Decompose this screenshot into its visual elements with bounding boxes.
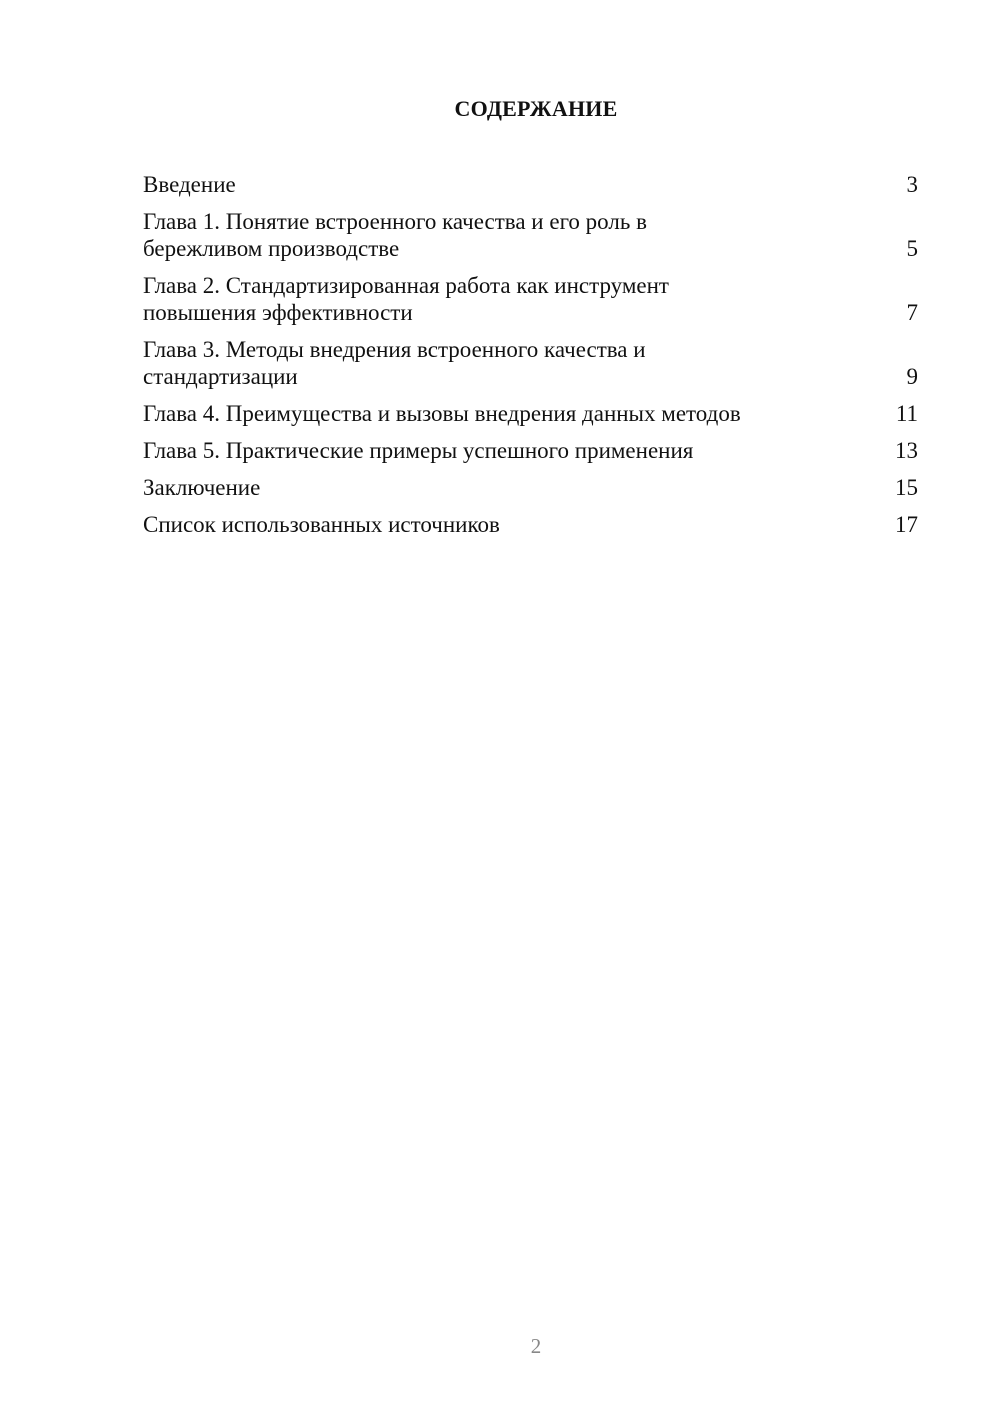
toc-entry-title	[143, 400, 741, 427]
toc-entry-title	[143, 336, 646, 390]
toc-entry-page: 17	[895, 512, 918, 537]
toc-heading: СОДЕРЖАНИЕ	[454, 96, 618, 121]
toc-entry-page: 13	[895, 438, 918, 463]
toc-entry[interactable]	[143, 336, 918, 390]
toc-entry[interactable]	[143, 400, 918, 427]
toc-entry-title	[143, 272, 669, 326]
toc-entry-page: 15	[895, 475, 918, 500]
toc-entry-line: Глава 4. Преимущества и вызовы внедрения данных методов	[143, 401, 741, 426]
toc-entry-line: Глава 5. Практические примеры успешного применения	[143, 438, 694, 463]
toc-entry-line: Заключение	[143, 475, 261, 500]
toc-entry[interactable]	[143, 474, 918, 501]
toc-entry-line: стандартизации	[143, 364, 298, 389]
toc-entry-line: повышения эффективности	[143, 300, 413, 325]
toc-entry-line: Глава 1. Понятие встроенного качества и его роль в	[143, 209, 647, 234]
toc-entry-line: Список использованных источников	[143, 512, 500, 537]
toc-entry[interactable]	[143, 437, 918, 464]
toc-entry-page: 9	[906, 364, 918, 389]
toc-entry-page: 5	[906, 236, 918, 261]
toc-entry-title	[143, 171, 236, 198]
toc-entry-title	[143, 208, 647, 262]
toc-entry-title	[143, 474, 260, 501]
toc-entry-page: 7	[906, 300, 918, 325]
table-of-contents	[143, 171, 918, 548]
toc-entry-line: Глава 3. Методы внедрения встроенного качества и	[143, 337, 646, 362]
toc-entry-line: Глава 2. Стандартизированная работа как инструмент	[143, 273, 669, 298]
toc-entry-line: бережливом производстве	[143, 236, 400, 261]
toc-entry-page: 11	[895, 401, 918, 426]
toc-entry-title	[143, 437, 693, 464]
toc-entry-title	[143, 511, 500, 538]
toc-entry-page: 3	[906, 172, 918, 197]
toc-entry-line: Введение	[143, 172, 236, 197]
toc-entry[interactable]	[143, 171, 918, 198]
toc-entry[interactable]	[143, 208, 918, 262]
toc-entry[interactable]	[143, 511, 918, 538]
page-number: 2	[530, 1334, 542, 1358]
toc-entry[interactable]	[143, 272, 918, 326]
